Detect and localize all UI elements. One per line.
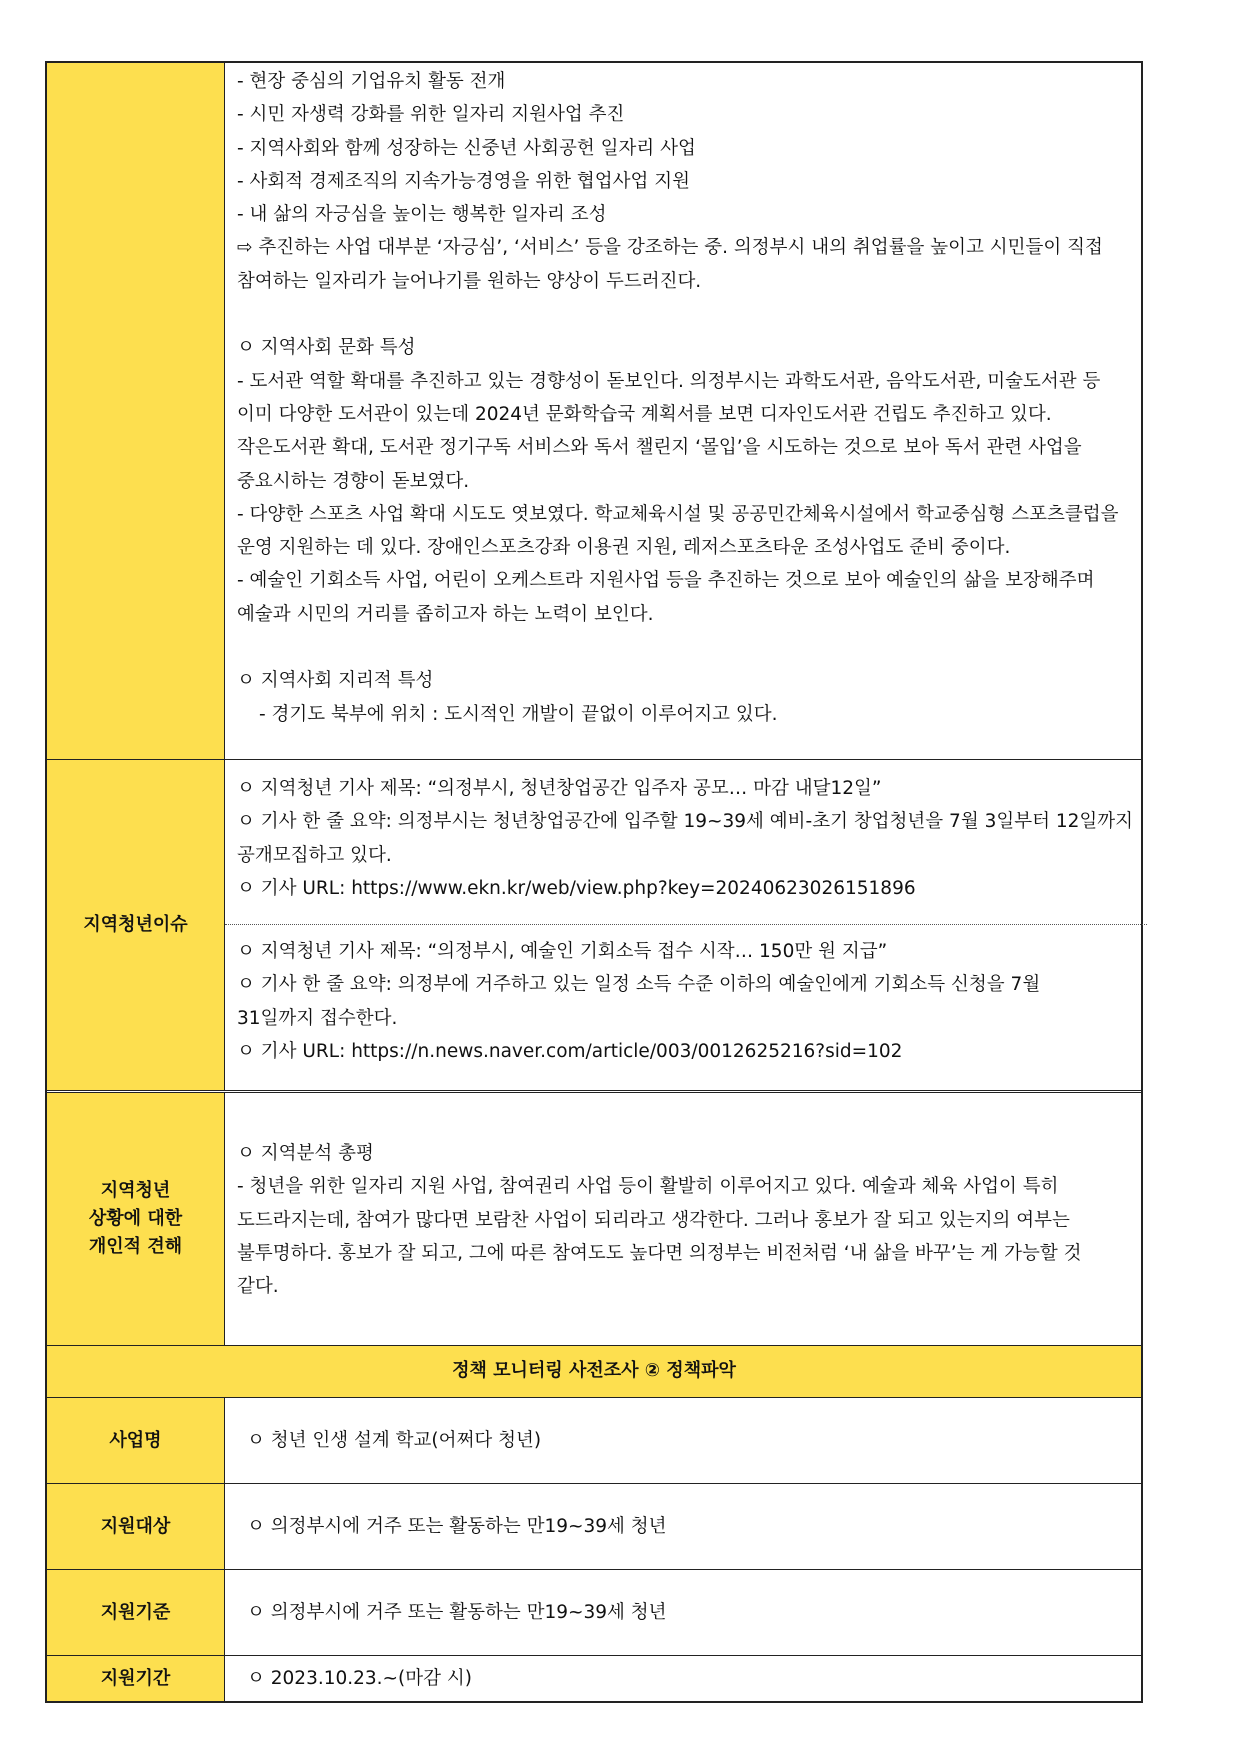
- personal-opinion-row: [47, 1093, 1141, 1346]
- support-criteria-value: ㅇ 의정부시에 거주 또는 활동하는 만19~39세 청년: [247, 1601, 667, 1623]
- region-analysis-line: - 예술인 기회소득 사업, 어린이 오케스트라 지원사업 등을 추진하는 것으로 보아 예술인의 삶을 보장해주며: [237, 570, 1095, 592]
- opinion-label-line: 지역청년: [100, 1180, 171, 1201]
- opinion-text-line: 도드라지는데, 참여가 많다면 보람찬 사업이 되리라고 생각한다. 그러나 홍보가 잘 되고 있는지의 여부는: [237, 1209, 1070, 1231]
- youth-issue-row: [47, 760, 1141, 1093]
- youth-issue-content: [225, 760, 1147, 1090]
- program-name-value: ㅇ 청년 인생 설계 학교(어쩌다 청년): [247, 1429, 542, 1451]
- region-analysis-line: - 다양한 스포츠 사업 확대 시도도 엿보였다. 학교체육시설 및 공공민간체육시설에서 학교중심형 스포츠클럽을: [237, 503, 1119, 525]
- program-name-row: [47, 1398, 1141, 1484]
- region-analysis-label-cell: [47, 63, 225, 759]
- support-period-value: ㅇ 2023.10.23.~(마감 시): [247, 1667, 472, 1689]
- section-header-title: 정책 모니터링 사전조사 ② 정책파악: [452, 1360, 736, 1381]
- program-name-label: 사업명: [47, 1398, 225, 1483]
- region-analysis-line: 작은도서관 확대, 도서관 정기구독 서비스와 독서 챌린지 ‘몰입’을 시도하는 것으로 보아 독서 관련 사업을: [237, 437, 1082, 459]
- region-analysis-line: ㅇ 지역사회 지리적 특성: [237, 670, 434, 692]
- personal-opinion-label: [47, 1093, 225, 1345]
- blank-line: [237, 631, 1127, 664]
- geo-feature-line: - 경기도 북부에 위치 : 도시적인 개발이 끝없이 이루어지고 있다.: [259, 703, 778, 725]
- article-2-summary-cont: 31일까지 접수한다.: [237, 1007, 398, 1029]
- region-analysis-line: - 지역사회와 함께 성장하는 신중년 사회공헌 일자리 사업: [237, 137, 696, 159]
- article-2-title: ㅇ 지역청년 기사 제목: “의정부시, 예술인 기회소득 접수 시작… 150만 원 지급”: [237, 941, 888, 962]
- region-analysis-content: [225, 63, 1141, 759]
- opinion-label-line: 상황에 대한: [88, 1208, 183, 1229]
- region-analysis-line: ⇨ 추진하는 사업 대부분 ‘자긍심’, ‘서비스’ 등을 강조하는 중. 의정부시 내의 취업률을 높이고 시민들이 직접: [237, 237, 1103, 259]
- policy-table: [45, 61, 1143, 1703]
- blank-line: [237, 298, 1127, 331]
- article-1-title: ㅇ 지역청년 기사 제목: “의정부시, 청년창업공간 입주자 공모… 마감 내달12일”: [237, 778, 882, 799]
- support-target-label: 지원대상: [47, 1484, 225, 1569]
- article-2-summary: ㅇ 기사 한 줄 요약: 의정부에 거주하고 있는 일정 소득 수준 이하의 예술인에게 기회소득 신청을 7월: [237, 974, 1041, 996]
- opinion-text-line: - 청년을 위한 일자리 지원 사업, 참여권리 사업 등이 활발히 이루어지고 있다. 예술과 체육 사업이 특히: [237, 1176, 1059, 1198]
- article-2-url[interactable]: ㅇ 기사 URL: https://n.news.naver.com/article/003/0012625216?sid=102: [237, 1040, 903, 1062]
- support-period-row: [47, 1656, 1141, 1701]
- article-1-summary-cont: 공개모집하고 있다.: [237, 844, 392, 866]
- region-analysis-line: 이미 다양한 도서관이 있는데 2024년 문화학습국 계획서를 보면 디자인도서관 건립도 추진하고 있다.: [237, 403, 1052, 425]
- region-analysis-line: - 현장 중심의 기업유치 활동 전개: [237, 71, 506, 92]
- region-analysis-line: - 시민 자생력 강화를 위한 일자리 지원사업 추진: [237, 104, 625, 126]
- news-article-2: [225, 925, 1147, 1090]
- region-analysis-line: ㅇ 지역사회 문화 특성: [237, 337, 416, 359]
- section-header-row: [47, 1346, 1141, 1398]
- opinion-heading: ㅇ 지역분석 총평: [237, 1143, 374, 1164]
- region-analysis-line: - 내 삶의 자긍심을 높이는 행복한 일자리 조성: [237, 204, 607, 226]
- support-criteria-label: 지원기준: [47, 1570, 225, 1655]
- region-analysis-line: - 사회적 경제조직의 지속가능경영을 위한 협업사업 지원: [237, 170, 690, 192]
- region-analysis-line: 참여하는 일자리가 늘어나기를 원하는 양상이 두드러진다.: [237, 270, 702, 292]
- personal-opinion-content: [225, 1093, 1141, 1345]
- opinion-text-line: 같다.: [237, 1276, 279, 1298]
- opinion-text-line: 불투명하다. 홍보가 잘 되고, 그에 따른 참여도도 높다면 의정부는 비전처럼 ‘내 삶을 바꾸’는 게 가능할 것: [237, 1242, 1082, 1264]
- region-analysis-line: 운영 지원하는 데 있다. 장애인스포츠강좌 이용권 지원, 레저스포츠타운 조성사업도 준비 중이다.: [237, 537, 1011, 559]
- region-analysis-row: [47, 63, 1141, 760]
- article-1-url[interactable]: ㅇ 기사 URL: https://www.ekn.kr/web/view.php?key=20240623026151896: [237, 877, 916, 899]
- support-criteria-row: [47, 1570, 1141, 1656]
- opinion-label-line: 개인적 견해: [88, 1236, 183, 1257]
- article-1-summary: ㅇ 기사 한 줄 요약: 의정부시는 청년창업공간에 입주할 19~39세 예비-초기 창업청년을 7월 3일부터 12일까지: [237, 811, 1133, 833]
- support-period-label: 지원기간: [47, 1656, 225, 1701]
- news-article-1: [225, 760, 1147, 925]
- region-analysis-line: - 도서관 역할 확대를 추진하고 있는 경향성이 돋보인다. 의정부시는 과학도서관, 음악도서관, 미술도서관 등: [237, 370, 1101, 392]
- region-analysis-line: 예술과 시민의 거리를 좁히고자 하는 노력이 보인다.: [237, 603, 654, 625]
- region-analysis-line: 중요시하는 경향이 돋보였다.: [237, 470, 470, 492]
- support-target-value: ㅇ 의정부시에 거주 또는 활동하는 만19~39세 청년: [247, 1515, 667, 1537]
- support-target-row: [47, 1484, 1141, 1570]
- region-analysis-lines: [237, 65, 1127, 698]
- youth-issue-label: 지역청년이슈: [47, 760, 225, 1090]
